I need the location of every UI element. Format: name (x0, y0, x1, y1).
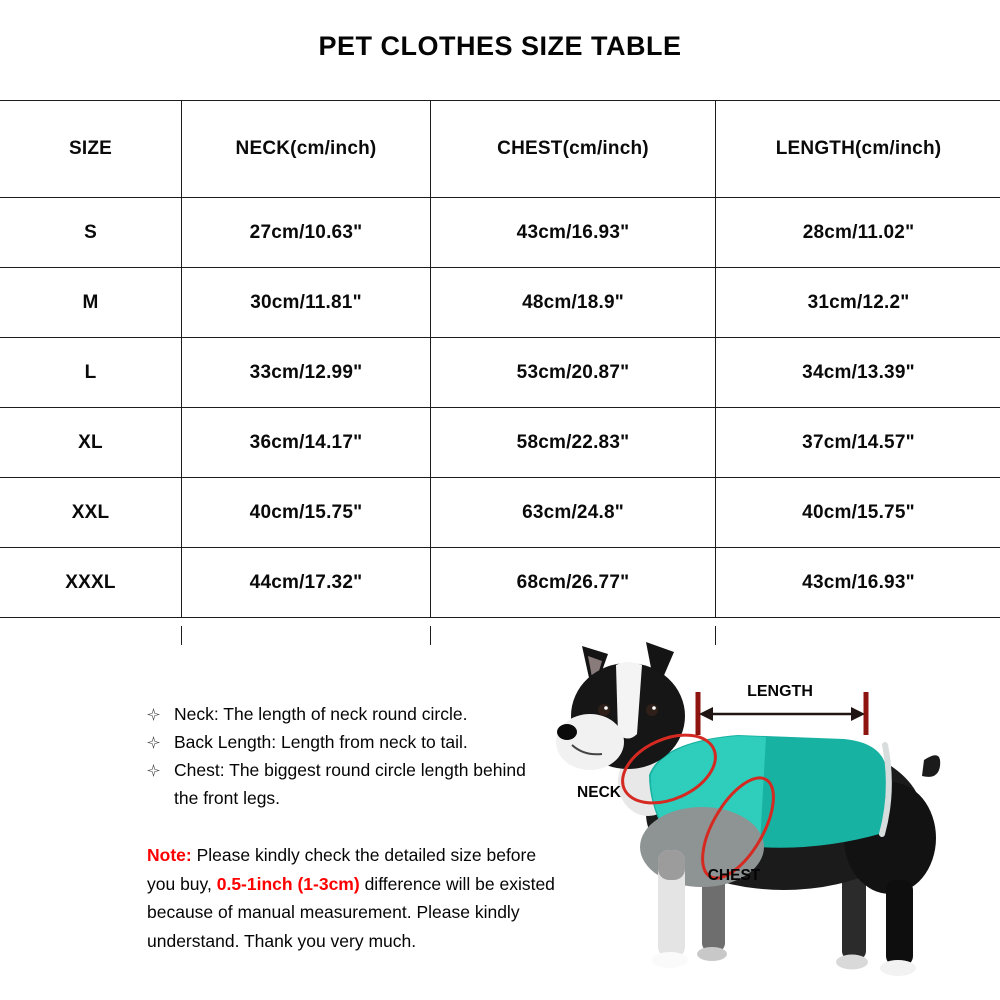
four-pointed-star-icon (147, 736, 160, 749)
note-text-1: Please kindly check the detailed size before you buy, (147, 845, 537, 894)
note-item-neck (147, 700, 559, 728)
size-cell: M (0, 268, 182, 338)
length-cell: 28cm/11.02" (716, 198, 1000, 268)
table-row (0, 268, 1000, 338)
table-column-stub (181, 626, 182, 645)
chest-cell: 58cm/22.83" (431, 408, 716, 478)
table-row (0, 408, 1000, 478)
neck-label: NECK (577, 784, 621, 801)
chest-cell: 53cm/20.87" (431, 338, 716, 408)
chest-cell: 68cm/26.77" (431, 548, 716, 618)
note-item-text: Chest: The biggest round circle length behind the front legs. (174, 760, 526, 808)
table-row (0, 338, 1000, 408)
chest-cell: 48cm/18.9" (431, 268, 716, 338)
table-column-stub (430, 626, 431, 645)
header-cell-chest: CHEST(cm/inch) (431, 101, 716, 198)
disclaimer-note (147, 841, 557, 955)
header-cell-length: LENGTH(cm/inch) (716, 101, 1000, 198)
size-table (0, 100, 1000, 618)
length-cell: 37cm/14.57" (716, 408, 1000, 478)
table-row (0, 198, 1000, 268)
size-cell: S (0, 198, 182, 268)
neck-cell: 27cm/10.63" (182, 198, 431, 268)
chest-label: CHEST (707, 867, 761, 884)
note-label: Note: (147, 845, 192, 865)
chest-cell: 43cm/16.93" (431, 198, 716, 268)
four-pointed-star-icon (147, 708, 160, 721)
length-cell: 40cm/15.75" (716, 478, 1000, 548)
size-cell: L (0, 338, 182, 408)
note-highlight: 0.5-1inch (1-3cm) (216, 873, 360, 894)
header-cell-neck: NECK(cm/inch) (182, 101, 431, 198)
neck-cell: 36cm/14.17" (182, 408, 431, 478)
size-cell: XXXL (0, 548, 182, 618)
table-header-row (0, 101, 1000, 198)
dog-diagram-svg (552, 642, 1000, 997)
four-pointed-star-icon (147, 764, 160, 777)
length-cell: 34cm/13.39" (716, 338, 1000, 408)
header-cell-size: SIZE (0, 101, 182, 198)
neck-cell: 40cm/15.75" (182, 478, 431, 548)
dog-measurement-diagram (552, 642, 1000, 997)
note-item-text: Back Length: Length from neck to tail. (174, 732, 468, 752)
length-label: LENGTH (747, 683, 813, 700)
neck-cell: 30cm/11.81" (182, 268, 431, 338)
measurement-notes (147, 700, 559, 812)
note-item-back-length (147, 728, 559, 756)
size-cell: XXL (0, 478, 182, 548)
note-item-chest (147, 756, 559, 812)
table-row (0, 548, 1000, 618)
page-title: PET CLOTHES SIZE TABLE (318, 31, 682, 61)
note-text-2: difference will be existed because of manual measurement. Please kindly understand. Thank you very much. (147, 873, 555, 951)
note-item-text: Neck: The length of neck round circle. (174, 704, 468, 724)
length-cell: 43cm/16.93" (716, 548, 1000, 618)
size-cell: XL (0, 408, 182, 478)
neck-cell: 33cm/12.99" (182, 338, 431, 408)
neck-cell: 44cm/17.32" (182, 548, 431, 618)
chest-cell: 63cm/24.8" (431, 478, 716, 548)
table-row (0, 478, 1000, 548)
length-cell: 31cm/12.2" (716, 268, 1000, 338)
